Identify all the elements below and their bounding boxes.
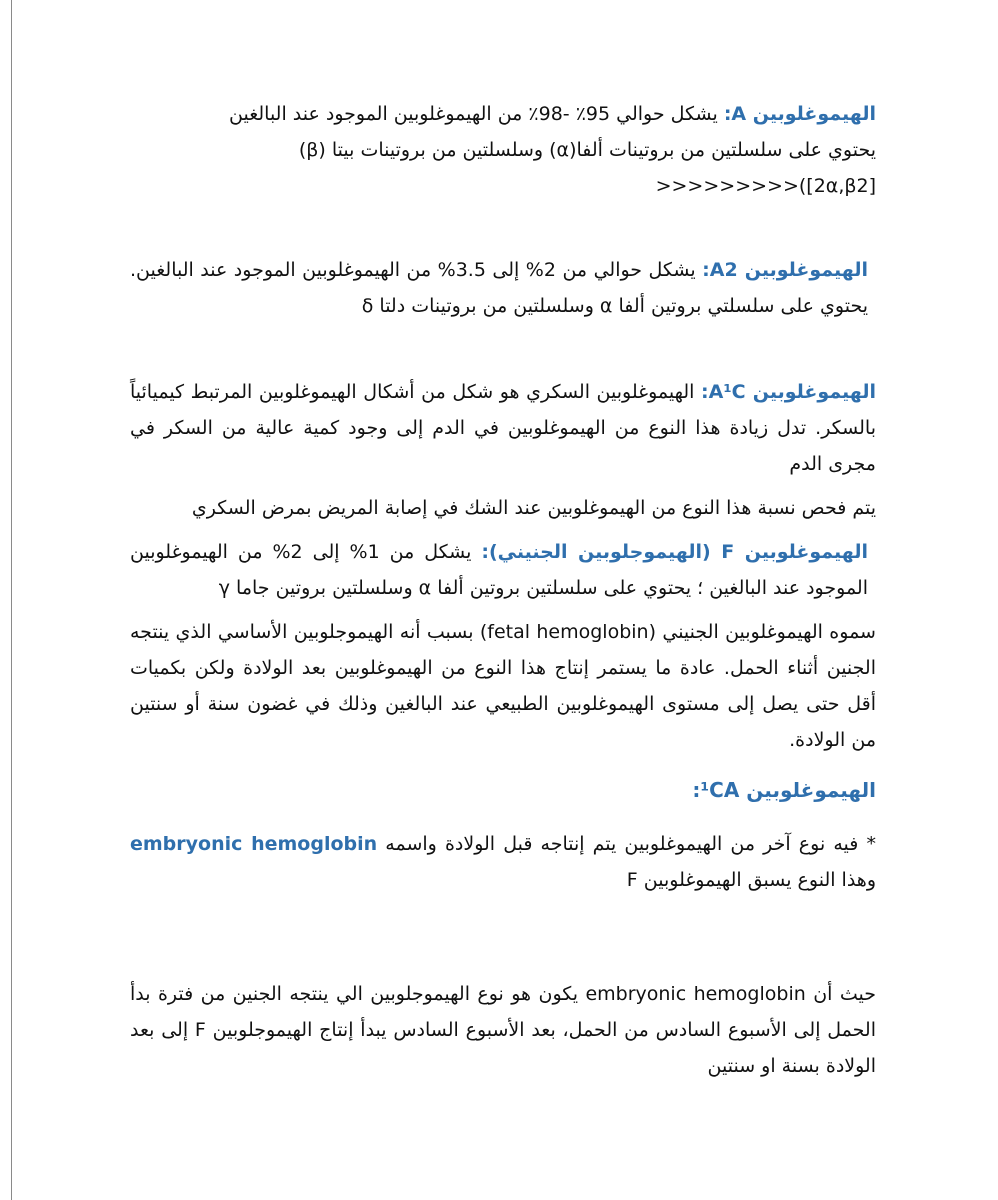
hemoglobin-f-text: يشكل من 1% إلى 2% من الهيموغلوبين الموجود عند البالغين ؛ يحتوي على سلسلتين بروتين ألفا α وسلسلتين بروتين جاما γ <box>130 541 868 599</box>
embryonic-detail-text: حيث أن embryonic hemoglobin يكون هو نوع الهيموجلوبين الي ينتجه الجنين من فترة بدأ الحمل إلى الأسبوع السادس من الحمل، بعد الأسبوع السادس يبدأ إنتاج الهيموجلوبين F إلى بعد الولادة بسنة او سنتين <box>130 983 876 1077</box>
document-page <box>130 96 876 1084</box>
hemoglobin-a-line3: [2α,β2])<<<<<<<<< <box>655 175 876 197</box>
paragraph-embryonic-note <box>130 826 876 898</box>
paragraph-hemoglobin-f <box>130 534 876 606</box>
hemoglobin-a2-text: يشكل حوالي من 2% إلى 3.5% من الهيموغلوبين الموجود عند البالغين. يحتوي على سلسلتي بروتين ألفا α وسلسلتين من بروتينات دلتا δ <box>130 259 868 317</box>
paragraph-a1c-test <box>130 490 876 526</box>
hemoglobin-1ca-heading: الهيموغلوبين ¹CA: <box>692 778 876 802</box>
hemoglobin-a2-label: الهيموغلوبين A2: <box>702 259 868 281</box>
hemoglobin-a-line2: يحتوي على سلسلتين من بروتينات ألفا(α) وسلسلتين من بروتينات بيتا (β) <box>298 139 876 161</box>
paragraph-hemoglobin-a1c <box>130 374 876 482</box>
hemoglobin-f-label: الهيموغلوبين F (الهيموجلوبين الجنيني): <box>481 541 868 563</box>
paragraph-hemoglobin-1ca-heading <box>130 770 876 810</box>
a1c-test-text: يتم فحص نسبة هذا النوع من الهيموغلوبين عند الشك في إصابة المريض بمرض السكري <box>191 497 876 519</box>
embryonic-note-text-a: * فيه نوع آخر من الهيموغلوبين يتم إنتاجه قبل الولادة واسمه <box>385 833 876 855</box>
paragraph-fetal-hemoglobin <box>130 614 876 758</box>
page-left-border <box>11 0 12 1200</box>
hemoglobin-a1c-label: الهيموغلوبين A¹C: <box>701 381 877 403</box>
embryonic-term: embryonic hemoglobin <box>130 833 378 855</box>
embryonic-note-text-b: وهذا النوع يسبق الهيموغلوبين F <box>626 869 876 891</box>
hemoglobin-a1c-text: الهيموغلوبين السكري هو شكل من أشكال الهيموغلوبين المرتبط كيميائياً بالسكر. تدل زيادة هذا النوع من الهيموغلوبين في الدم إلى وجود كمية عالية من السكر في مجرى الدم <box>130 381 876 475</box>
fetal-hemoglobin-text: سموه الهيموغلوبين الجنيني (fetal hemoglobin) بسبب أنه الهيموجلوبين الأساسي الذي ينتجه الجنين أثناء الحمل. عادة ما يستمر إنتاج هذا النوع من الهيموغلوبين بعد الولادة ولكن بكميات أقل حتى يصل إلى مستوى الهيموغلوبين الطبيعي عند البالغين وذلك في غضون سنة أو سنتين من الولادة. <box>130 621 876 751</box>
hemoglobin-a-label: الهيموغلوبين A: <box>723 103 876 125</box>
paragraph-hemoglobin-a <box>130 96 876 204</box>
hemoglobin-a-line1: يشكل حوالي 95٪ -98٪ من الهيموغلوبين الموجود عند البالغين <box>229 103 718 125</box>
paragraph-embryonic-detail <box>130 976 876 1084</box>
paragraph-hemoglobin-a2 <box>130 252 876 324</box>
